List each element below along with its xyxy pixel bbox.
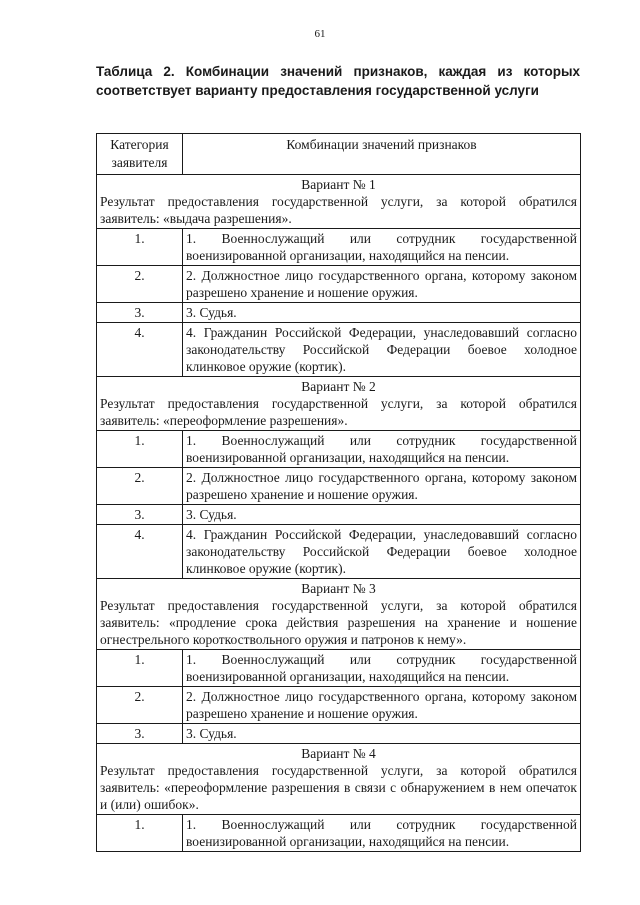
table-row (97, 525, 581, 579)
row-number: 1. (97, 431, 183, 468)
service-variants-table (96, 133, 581, 852)
table-row (97, 650, 581, 687)
applicant-combination: 4. Гражданин Российской Федерации, унаследовавший согласно законодательству Российской Федерации боевое холодное клинковое оружие (кортик). (183, 525, 581, 579)
applicant-combination: 2. Должностное лицо государственного органа, которому законом разрешено хранение и ношение оружия. (183, 468, 581, 505)
column-header-combinations: Комбинации значений признаков (183, 134, 581, 175)
variant-header-row (97, 377, 581, 431)
applicant-combination: 1. Военнослужащий или сотрудник государственной военизированной организации, находящийся на пенсии. (183, 431, 581, 468)
table-row (97, 468, 581, 505)
variant-header-cell (97, 579, 581, 650)
variant-title: Вариант № 4 (301, 746, 376, 761)
table-row (97, 431, 581, 468)
row-number: 1. (97, 229, 183, 266)
table-body (97, 175, 581, 852)
variant-description: Результат предоставления государственной услуги, за которой обратился заявитель: «переоформление разрешения». (100, 396, 577, 428)
table-row (97, 815, 581, 852)
applicant-combination: 1. Военнослужащий или сотрудник государственной военизированной организации, находящийся на пенсии. (183, 650, 581, 687)
applicant-combination: 1. Военнослужащий или сотрудник государственной военизированной организации, находящийся на пенсии. (183, 229, 581, 266)
variant-header-cell (97, 377, 581, 431)
table-row (97, 229, 581, 266)
variant-header-row (97, 744, 581, 815)
variant-header-row (97, 579, 581, 650)
applicant-combination: 2. Должностное лицо государственного органа, которому законом разрешено хранение и ношение оружия. (183, 266, 581, 303)
table-row (97, 303, 581, 323)
row-number: 3. (97, 505, 183, 525)
variant-title: Вариант № 2 (301, 379, 376, 394)
variant-description: Результат предоставления государственной услуги, за которой обратился заявитель: «выдача разрешения». (100, 194, 577, 226)
row-number: 1. (97, 650, 183, 687)
variant-description: Результат предоставления государственной услуги, за которой обратился заявитель: «продление срока действия разрешения на хранение и ношение огнестрельного короткоствольного оружия и патронов к нему». (100, 598, 577, 647)
table-row (97, 687, 581, 724)
applicant-combination: 4. Гражданин Российской Федерации, унаследовавший согласно законодательству Российской Федерации боевое холодное клинковое оружие (кортик). (183, 323, 581, 377)
table-header-row (97, 134, 581, 175)
row-number: 2. (97, 687, 183, 724)
row-number: 3. (97, 303, 183, 323)
table-caption: Таблица 2. Комбинации значений признаков, каждая из которых соответствует варианту предоставления государственной услуги (96, 64, 580, 98)
row-number: 1. (97, 815, 183, 852)
variant-title: Вариант № 1 (301, 177, 376, 192)
variant-title: Вариант № 3 (301, 581, 376, 596)
row-number: 2. (97, 266, 183, 303)
variant-header-cell (97, 744, 581, 815)
row-number: 4. (97, 323, 183, 377)
variant-description: Результат предоставления государственной услуги, за которой обратился заявитель: «переоформление разрешения в связи с обнаружением в нем опечаток и (или) ошибок». (100, 763, 577, 812)
column-header-category: Категория заявителя (97, 134, 183, 175)
table-row (97, 505, 581, 525)
table-row (97, 724, 581, 744)
row-number: 3. (97, 724, 183, 744)
table-row (97, 323, 581, 377)
table-row (97, 266, 581, 303)
page-number: 61 (314, 28, 326, 40)
applicant-combination: 3. Судья. (183, 303, 581, 323)
variant-header-cell (97, 175, 581, 229)
row-number: 2. (97, 468, 183, 505)
applicant-combination: 3. Судья. (183, 505, 581, 525)
variant-header-row (97, 175, 581, 229)
applicant-combination: 1. Военнослужащий или сотрудник государственной военизированной организации, находящийся на пенсии. (183, 815, 581, 852)
row-number: 4. (97, 525, 183, 579)
applicant-combination: 2. Должностное лицо государственного органа, которому законом разрешено хранение и ношение оружия. (183, 687, 581, 724)
applicant-combination: 3. Судья. (183, 724, 581, 744)
